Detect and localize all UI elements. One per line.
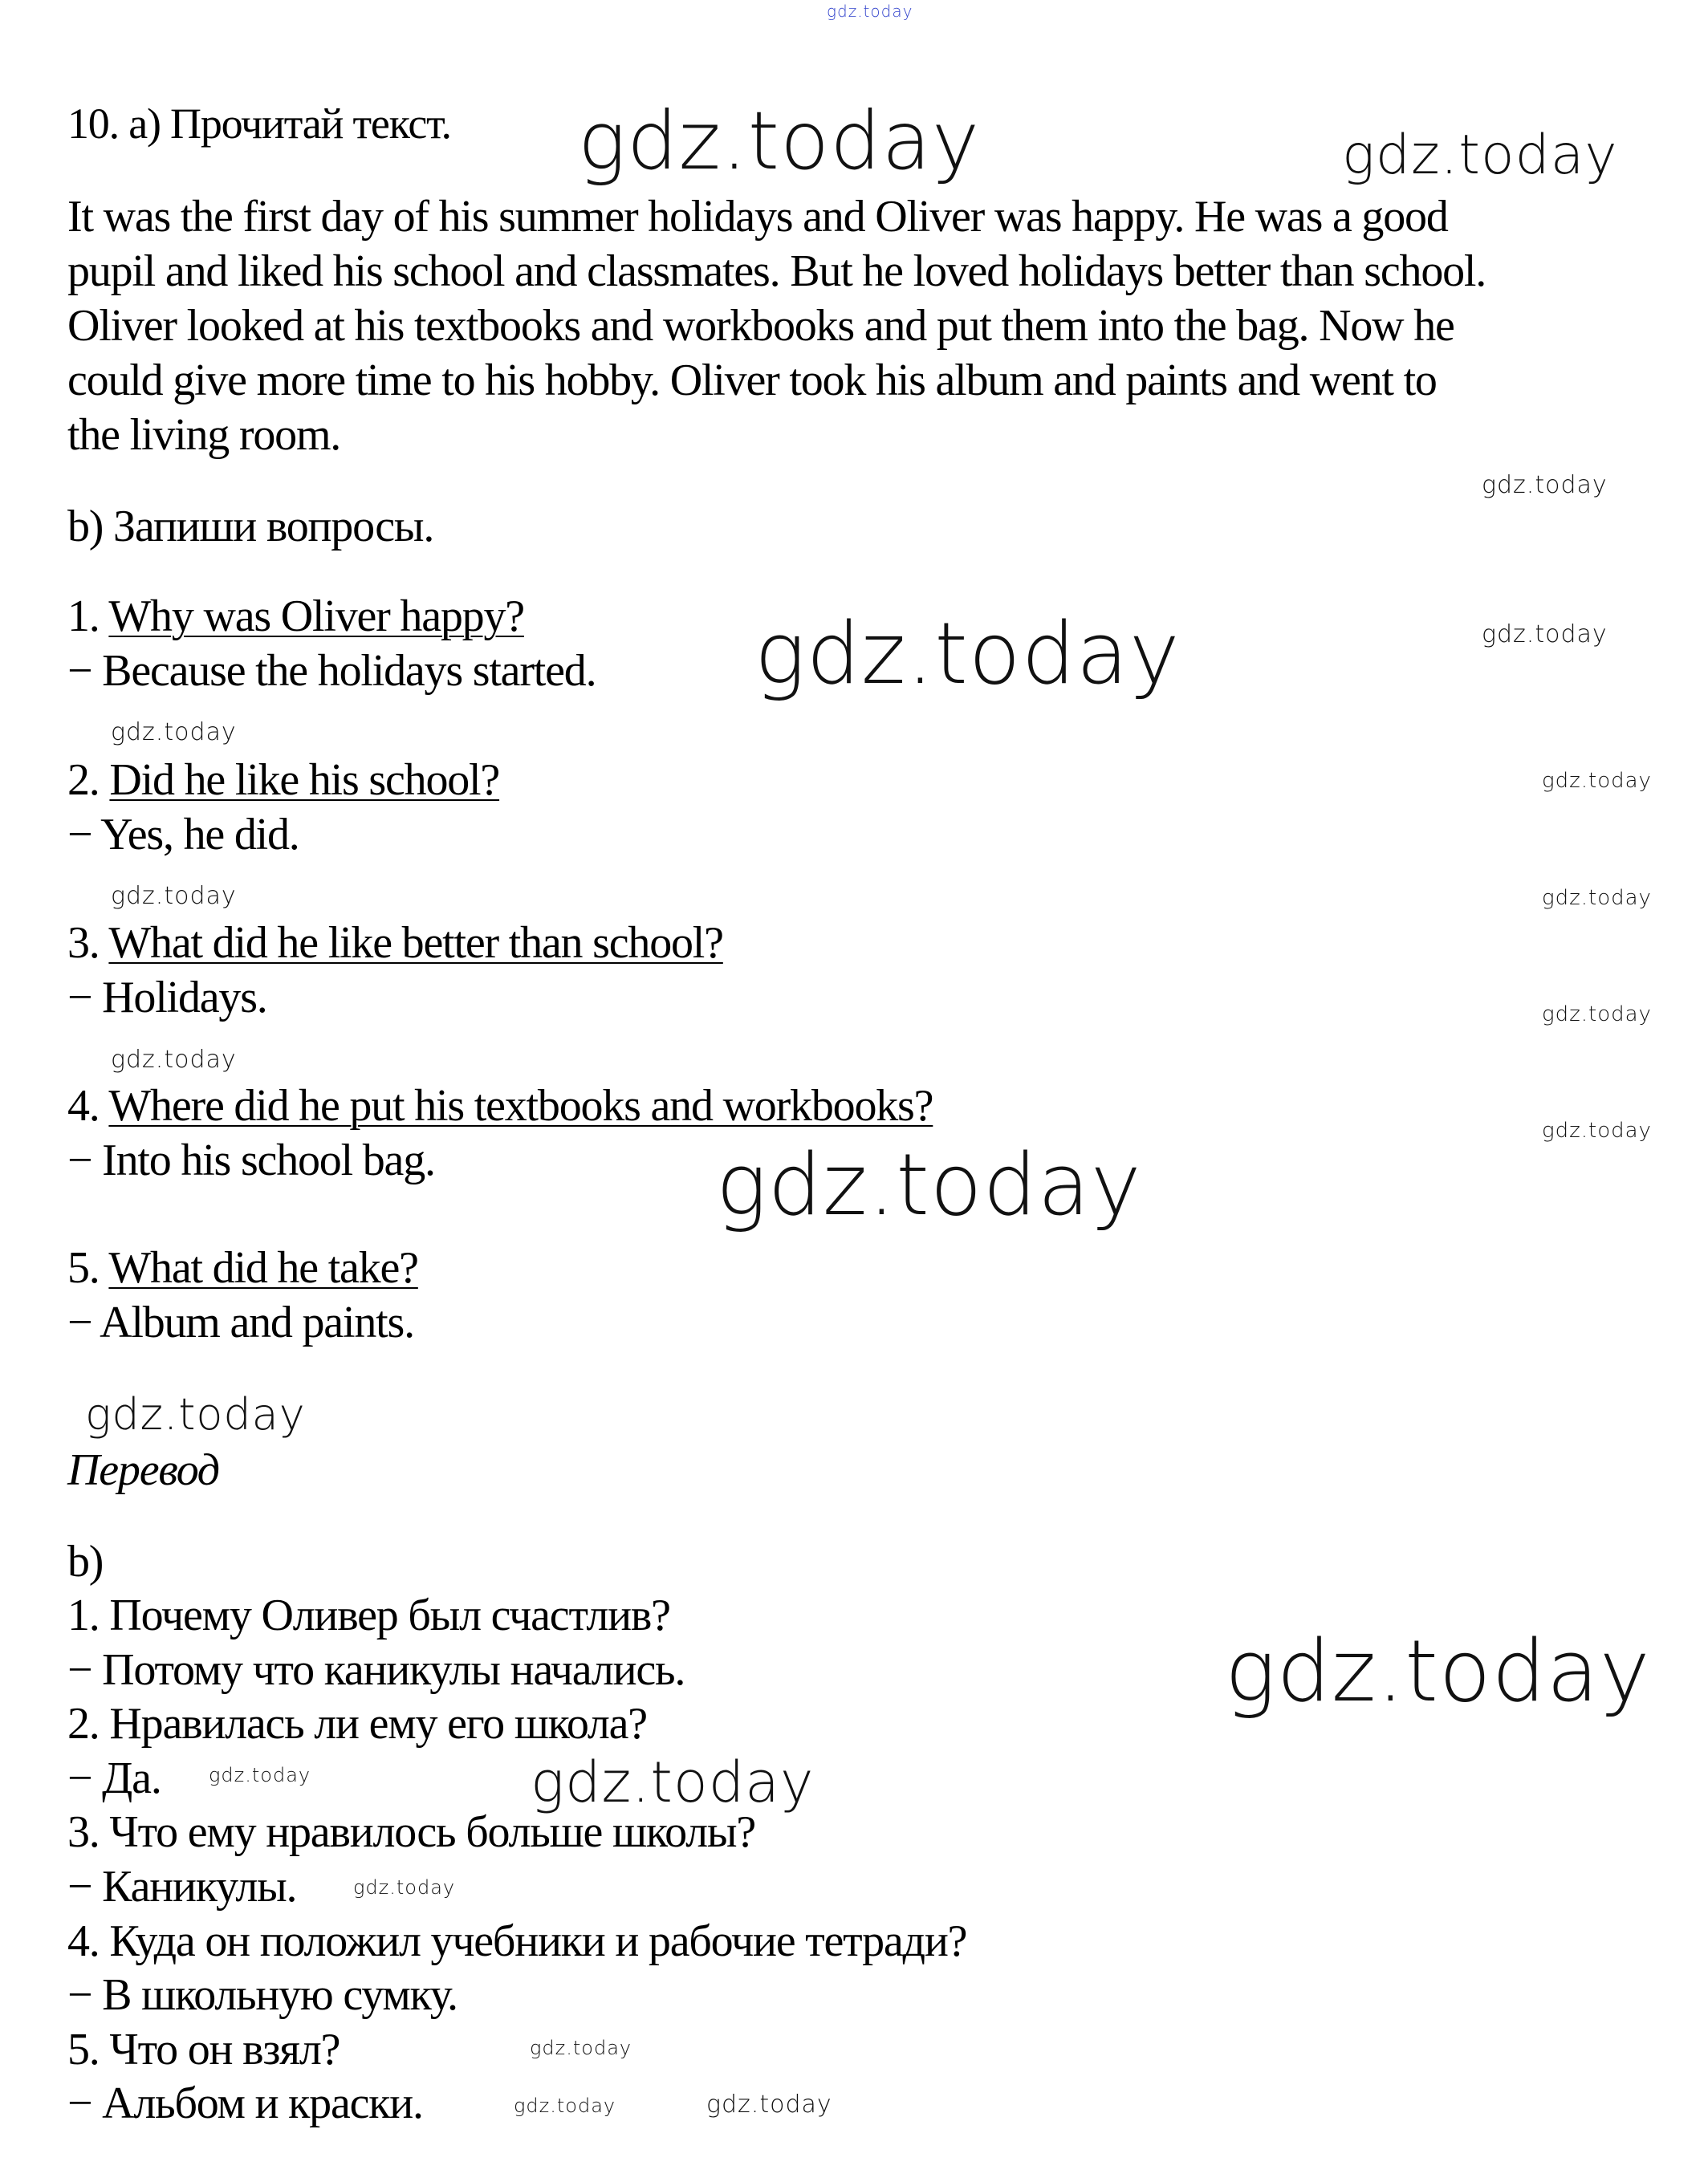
watermark: gdz.today xyxy=(716,1136,1142,1234)
question-number: 4. xyxy=(67,1081,100,1131)
question-number: 1. xyxy=(67,591,100,641)
text-line: It was the first day of his summer holidays and Oliver was happy. He was a good xyxy=(67,192,1448,242)
question-3 xyxy=(67,916,723,970)
part-b-title: b) Запиши вопросы. xyxy=(67,502,434,551)
watermark: gdz.today xyxy=(1225,1622,1651,1721)
question-number: 3. xyxy=(67,918,100,968)
answer-3: − Holidays. xyxy=(67,973,267,1022)
watermark: gdz.today xyxy=(353,1876,456,1899)
translation-line: 4. Куда он положил учебники и рабочие тетради? xyxy=(67,1916,967,1966)
watermark: gdz.today xyxy=(1542,886,1652,910)
translation-line: 1. Почему Оливер был счастлив? xyxy=(67,1591,670,1640)
answer-4: − Into his school bag. xyxy=(67,1136,435,1185)
task-title: 10. а) Прочитай текст. xyxy=(67,100,451,148)
text-line: the living room. xyxy=(67,410,341,460)
watermark: gdz.today xyxy=(530,2037,632,2059)
translation-line: − В школьную сумку. xyxy=(67,1970,458,2021)
watermark: gdz.today xyxy=(1482,620,1608,648)
translation-line: 5. Что он взял? xyxy=(67,2024,340,2074)
translation-line: − Да. xyxy=(67,1753,161,1803)
answer-2: − Yes, he did. xyxy=(67,810,299,859)
watermark: gdz.today xyxy=(1342,124,1618,187)
watermark: gdz.today xyxy=(111,1046,237,1074)
watermark: gdz.today xyxy=(1542,769,1652,793)
question-text: Why was Oliver happy? xyxy=(108,591,524,641)
answer-1: − Because the holidays started. xyxy=(67,646,596,696)
translation-line: − Потому что каникулы начались. xyxy=(67,1644,685,1695)
question-text: What did he take? xyxy=(108,1243,418,1293)
question-text: Did he like his school? xyxy=(109,755,500,805)
watermark: gdz.today xyxy=(1542,1002,1652,1026)
watermark: gdz.today xyxy=(111,718,237,746)
question-5 xyxy=(67,1241,418,1295)
answer-5: − Album and paints. xyxy=(67,1298,414,1347)
text-line: Oliver looked at his textbooks and workbooks and put them into the bag. Now he xyxy=(67,301,1454,351)
translation-line: 3. Что ему нравилось больше школы? xyxy=(67,1807,755,1858)
watermark: gdz.today xyxy=(85,1389,306,1440)
question-1 xyxy=(67,589,524,644)
watermark: gdz.today xyxy=(111,882,237,910)
translation-line: 2. Нравилась ли ему его школа? xyxy=(67,1699,647,1749)
watermark: gdz.today xyxy=(578,94,981,188)
watermark: gdz.today xyxy=(1482,471,1608,499)
translation-lines xyxy=(67,1589,966,2131)
translation-title: Перевод xyxy=(67,1445,219,1495)
watermark: gdz.today xyxy=(706,2091,832,2119)
text-line: could give more time to his hobby. Oliver took his album and paints and went to xyxy=(67,356,1437,405)
question-4 xyxy=(67,1079,933,1133)
text-line: pupil and liked his school and classmates. But he loved holidays better than school. xyxy=(67,246,1486,296)
translation-line: − Альбом и краски. xyxy=(67,2078,423,2129)
watermark: gdz.today xyxy=(1542,1119,1652,1143)
question-number: 2. xyxy=(67,755,100,805)
watermark: gdz.today xyxy=(531,1749,815,1815)
question-text: Where did he put his textbooks and workbooks? xyxy=(108,1081,933,1131)
translation-line: − Каникулы. xyxy=(67,1861,297,1912)
watermark: gdz.today xyxy=(209,1764,311,1786)
question-text: What did he like better than school? xyxy=(108,918,723,968)
watermark: gdz.today xyxy=(514,2095,616,2117)
question-2 xyxy=(67,753,499,807)
top-watermark: gdz.today xyxy=(827,2,913,21)
translation-part: b) xyxy=(67,1537,104,1587)
reading-text xyxy=(67,189,1486,462)
question-number: 5. xyxy=(67,1243,100,1293)
watermark: gdz.today xyxy=(754,604,1181,703)
